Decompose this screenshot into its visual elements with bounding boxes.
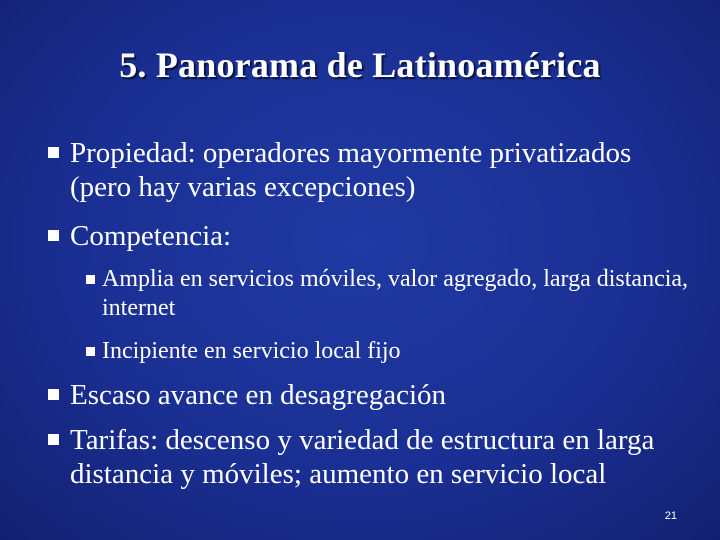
bullet-tariffs: Tarifas: descenso y variedad de estructura en larga distancia y móviles; aumento en servicio local — [70, 424, 655, 490]
sub-bullet-local-service: Incipiente en servicio local fijo — [102, 338, 401, 364]
bullet-competition: Competencia: — [70, 220, 232, 252]
sub-bullet-mobile-services: Amplia en servicios móviles, valor agregado, larga distancia, internet — [102, 266, 689, 321]
bullet-marker — [48, 230, 59, 241]
bullet-ownership: Propiedad: operadores mayormente privatizados (pero hay varias excepciones) — [70, 137, 632, 203]
bullet-marker — [48, 434, 59, 445]
sub-bullet-marker — [86, 275, 95, 284]
sub-bullet-marker — [86, 347, 95, 356]
bullet-marker — [48, 147, 59, 158]
bullet-unbundling: Escaso avance en desagregación — [70, 379, 446, 411]
page-number: 21 — [664, 510, 677, 522]
slide-title: 5. Panorama de Latinoamérica — [119, 45, 601, 85]
bullet-marker — [48, 389, 59, 400]
